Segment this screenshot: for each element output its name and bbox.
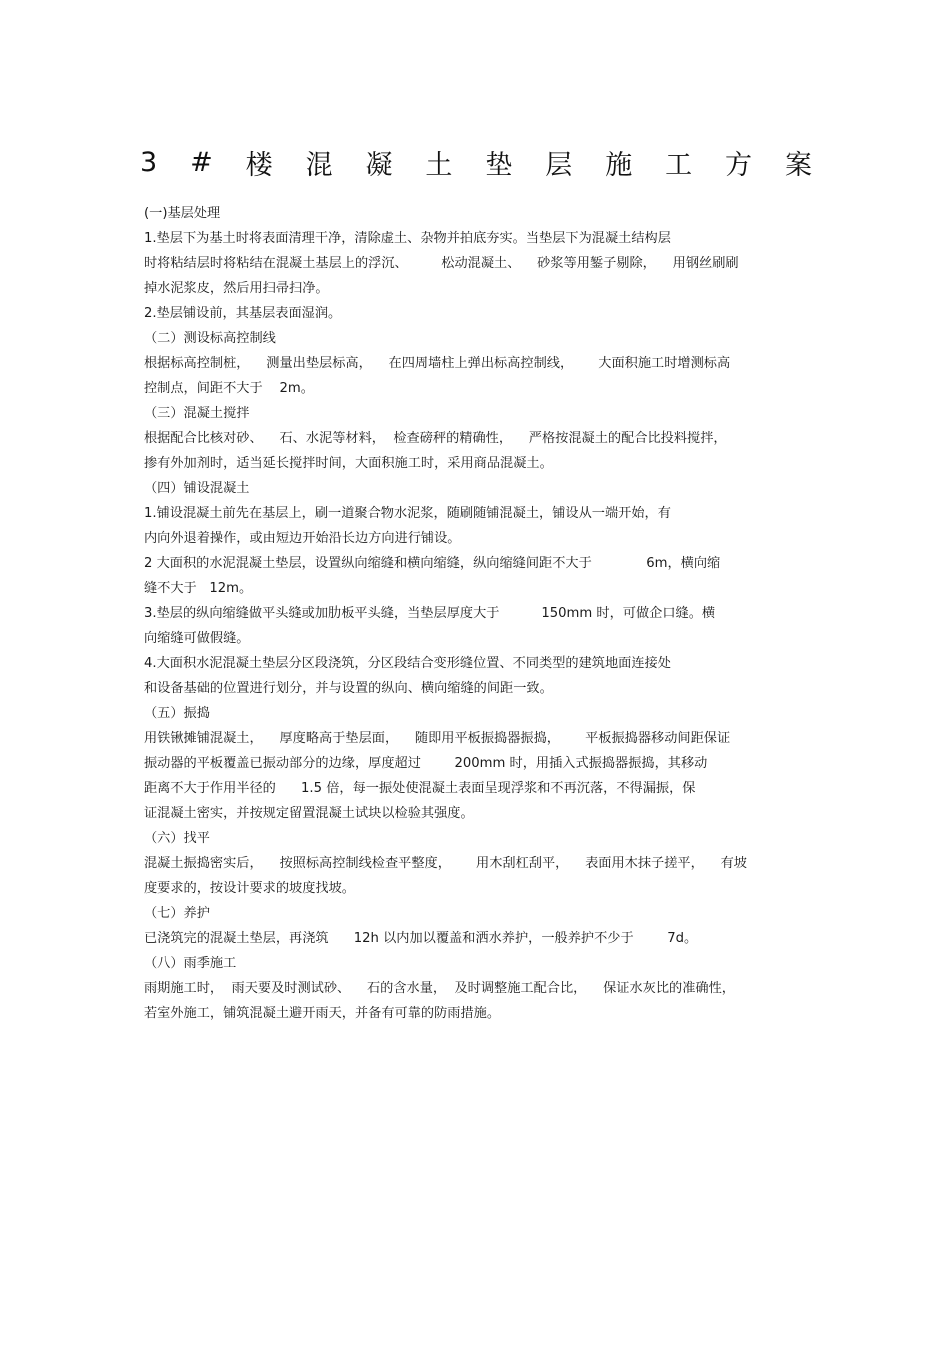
text-line: 1.铺设混凝土前先在基层上，刷一道聚合物水泥浆，随刷随铺混凝土，铺设从一端开始，有 — [144, 506, 671, 521]
text-line: 控制点，间距不大于 2m。 — [144, 381, 314, 396]
title-char: 施 — [605, 149, 633, 181]
title-char: 层 — [545, 149, 573, 181]
title-char: 楼 — [245, 149, 273, 181]
text-line: 2 大面积的水泥混凝土垫层，设置纵向缩缝和横向缩缝，纵向缩缝间距不大于 6m，横向缩 — [144, 556, 721, 571]
title-char: # — [190, 146, 213, 178]
text-line: 4.大面积水泥混凝土垫层分区段浇筑，分区段结合变形缝位置、不同类型的建筑地面连接处 — [144, 656, 671, 671]
section-heading-leveling: （六）找平 — [144, 831, 210, 846]
section-heading-rainy-season: （八）雨季施工 — [144, 956, 237, 971]
text-line: 根据标高控制桩， 测量出垫层标高， 在四周墙柱上弹出标高控制线， 大面积施工时增测标高 — [144, 356, 731, 371]
section-heading-vibration: （五）振捣 — [144, 706, 210, 721]
text-line: 2.垫层铺设前，其基层表面湿润。 — [144, 306, 342, 321]
text-line: 缝不大于 12m。 — [144, 581, 253, 596]
section-heading-concrete-mixing: （三）混凝土搅拌 — [144, 406, 250, 421]
text-line: 掉水泥浆皮，然后用扫帚扫净。 — [144, 281, 329, 296]
title-char: 凝 — [365, 149, 393, 181]
text-line: 度要求的，按设计要求的坡度找坡。 — [144, 881, 355, 896]
document-body — [144, 201, 812, 1026]
text-line: 振动器的平板覆盖已振动部分的边缘，厚度超过 200mm 时，用插入式振捣器振捣，其移动 — [144, 756, 708, 771]
text-line: 掺有外加剂时，适当延长搅拌时间，大面积施工时，采用商品混凝土。 — [144, 456, 553, 471]
text-line: 已浇筑完的混凝土垫层，再浇筑 12h 以内加以覆盖和洒水养护，一般养护不少于 7d。 — [144, 931, 698, 946]
section-heading-base-treatment: (一)基层处理 — [144, 206, 221, 221]
text-line: 和设备基础的位置进行划分，并与设置的纵向、横向缩缝的间距一致。 — [144, 681, 553, 696]
text-line: 向缩缝可做假缝。 — [144, 631, 250, 646]
text-line: 用铁锹摊铺混凝土， 厚度略高于垫层面， 随即用平板振捣器振捣， 平板振捣器移动间距保证 — [144, 731, 731, 746]
text-line: 距离不大于作用半径的 1.5 倍，每一振处使混凝土表面呈现浮浆和不再沉落，不得漏振，保 — [144, 781, 696, 796]
title-char: 垫 — [485, 149, 513, 181]
section-heading-curing: （七）养护 — [144, 906, 210, 921]
title-char: 方 — [725, 149, 753, 181]
text-line: 根据配合比核对砂、 石、水泥等材料， 检查磅秤的精确性， 严格按混凝土的配合比投料搅拌， — [144, 431, 727, 446]
title-char: 案 — [784, 149, 812, 181]
text-line: 时将粘结层时将粘结在混凝土基层上的浮沉、 松动混凝土、 砂浆等用錾子剔除， 用钢丝刷刷 — [144, 256, 739, 271]
title-char: 土 — [425, 149, 453, 181]
text-line: 证混凝土密实，并按规定留置混凝土试块以检验其强度。 — [144, 806, 474, 821]
title-char: 3 — [140, 146, 158, 178]
text-line: 混凝土振捣密实后， 按照标高控制线检查平整度， 用木刮杠刮平， 表面用木抹子搓平， 有坡 — [144, 856, 747, 871]
document-title — [140, 140, 812, 184]
text-line: 3.垫层的纵向缩缝做平头缝或加肋板平头缝，当垫层厚度大于 150mm 时，可做企口缝。横 — [144, 606, 716, 621]
section-heading-laying-concrete: （四）铺设混凝土 — [144, 481, 250, 496]
text-line: 雨期施工时， 雨天要及时测试砂、 石的含水量， 及时调整施工配合比， 保证水灰比的准确性， — [144, 981, 735, 996]
text-line: 若室外施工，铺筑混凝土避开雨天，并备有可靠的防雨措施。 — [144, 1006, 501, 1021]
text-line: 1.垫层下为基土时将表面清理干净，清除虚土、杂物并拍底夯实。当垫层下为混凝土结构层 — [144, 231, 671, 246]
title-char: 工 — [665, 149, 693, 181]
section-heading-elevation-lines: （二）测设标高控制线 — [144, 331, 276, 346]
text-line: 内向外退着操作，或由短边开始沿长边方向进行铺设。 — [144, 531, 461, 546]
title-char: 混 — [305, 149, 333, 181]
